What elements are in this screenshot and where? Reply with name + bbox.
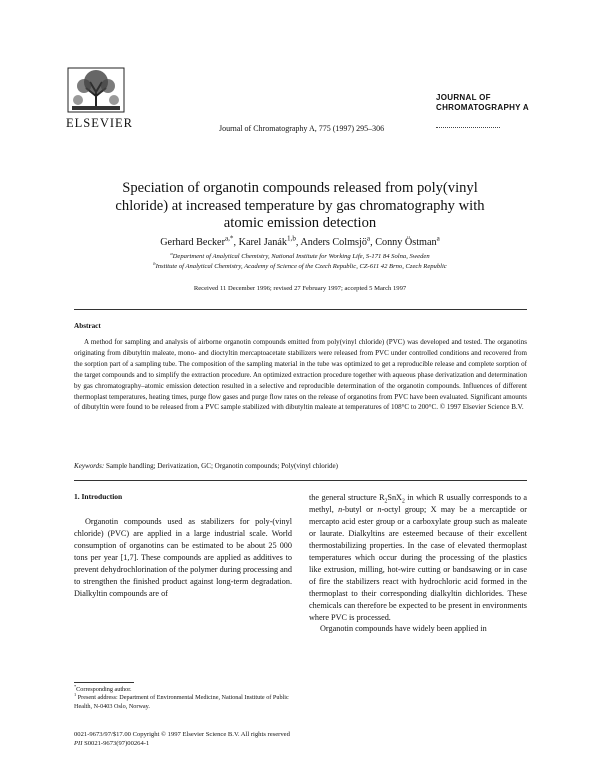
author-affiliation-mark: a,* — [224, 234, 234, 243]
body-paragraph: Organotin compounds used as stabilizers for poly-(vinyl chloride) (PVC) are applied in a large industrial scale. World consumption of organotins can be estimated to be about 25 000 tons per year [1,7]. These compounds are applied as additives to prevent dehydrochlorination of the polymer during processing and to strengthen the finished product against long-term degradation. Dialkyltin compounds are of — [74, 517, 292, 598]
footnote-mark: 1 — [74, 692, 77, 698]
author-name: Karel Janák — [238, 237, 287, 248]
affiliation-b — [60, 260, 540, 270]
footnote-text: Corresponding author. — [76, 686, 132, 693]
keywords-label: Keywords: — [74, 462, 105, 470]
body-column-right — [309, 492, 527, 635]
text-run: -butyl or — [342, 504, 378, 514]
copyright-block — [74, 730, 290, 748]
journal-name-line2: CHROMATOGRAPHY A — [436, 103, 529, 112]
italic-run: n — [377, 504, 382, 514]
publisher-name: ELSEVIER — [66, 116, 134, 130]
pii-label: PII — [74, 740, 83, 747]
footnote-rule — [74, 682, 134, 683]
body-paragraph: Organotin compounds have widely been applied in — [320, 624, 487, 634]
abstract-top-rule — [74, 309, 527, 310]
body-column-left — [74, 516, 292, 600]
text-run: -octyl group; X may be a mercaptide or mercapto acid ester group or a carboxylate group such as maleate or laurate. Dialkyltins are esteemed because of their excellent thermostabilizing properties. In the case of elevated thermoplast temperatures which occur during the processing of the plastics like extrusion, milling, hot-wire cutting or bandsawing or in case of fire the stabilizers react with hydrochloric acid formed in the thermoplast to their corresponding dialkyltin dichlorides. These chemicals can therefore be expected to be present in environments where PVC is processed. — [309, 504, 527, 622]
keywords — [74, 462, 527, 470]
copyright-line: 0021-9673/97/$17.00 Copyright © 1997 Elsevier Science B.V. All rights reserved — [74, 731, 290, 738]
footnote-text: Present address: Department of Environmental Medicine, National Institute of Public Health, N-0403 Oslo, Norway. — [74, 694, 289, 710]
body-paragraph — [309, 492, 527, 623]
section-heading: 1. Introduction — [74, 492, 123, 501]
received-dates: Received 11 December 1996; revised 27 February 1997; accepted 5 March 1997 — [193, 285, 407, 292]
pii-value: S0021-9673(97)00264-1 — [82, 740, 150, 747]
affiliation-mark: b — [153, 260, 156, 266]
author-name: Anders Colmsjö — [300, 237, 367, 248]
abstract-bottom-rule — [74, 480, 527, 481]
text-run: in which R usually corresponds to a methyl, — [309, 493, 527, 514]
affiliation-text: Department of Analytical Chemistry, National Institute for Working Life, S-171 84 Solna, Sweden — [172, 253, 430, 260]
text-run: SnX — [387, 493, 402, 502]
elsevier-tree-emblem-icon — [66, 66, 126, 114]
affiliation-text: Institute of Analytical Chemistry, Academy of Science of the Czech Republic, CZ-611 42 Brno, Czech Republic — [155, 263, 447, 270]
author-list: Gerhard Becker$^{a,*}$, Karel Janák$^{1,b}$, Anders Colmsjö$^a$, Conny Östman$^a$ — [160, 234, 440, 248]
abstract-body — [74, 337, 527, 413]
italic-run: n — [338, 504, 343, 514]
affiliation-mark: a — [170, 250, 173, 256]
elsevier-logo — [66, 66, 134, 130]
keywords-text: Sample handling; Derivatization, GC; Organotin compounds; Poly(vinyl chloride) — [104, 462, 339, 470]
subscript: 2 — [384, 498, 388, 505]
pii-line — [74, 739, 290, 748]
text-run: the general structure R — [309, 493, 385, 502]
affiliation-a — [60, 250, 540, 260]
author-name: Conny Östman — [375, 237, 437, 248]
footnotes — [74, 683, 292, 711]
abstract-text: A method for sampling and analysis of airborne organotin compounds emitted from poly(vinyl chloride) (PVC) was developed and tested. The organotins originating from dibutyltin maleate, mono- and dioctyltin mercaptoacetate stabilizers were released from PVC under controlled conditions and recovered from the sorption part of a sampling tube. The composition of the sampling material in the tube was optimized to get a reproducible release and complete sorption of the target compounds and to simplify the extraction procedure. An optimized extraction procedure together with aqueous phase derivatization and determination by gas chromatography–atomic emission detection resulted in a selective and reproducible determination of the organotin compounds. Influences of different thermoplast temperatures, heating times, purge flow gases and purge flow rates on the release of organotins from PVC have been evaluated. Significant amounts of dibutyltin were found to be released from a PVC sample stabilized with dibutyltin maleate at temperatures of 108°C to 200°C. © 1997 Elsevier Science B.V. — [74, 338, 527, 412]
author-affiliation-mark: 1,b — [286, 234, 296, 243]
abstract-heading: Abstract — [74, 322, 101, 330]
journal-reference: Journal of Chromatography A, 775 (1997) 295–306 — [219, 124, 385, 133]
article-title: Speciation of organotin compounds released from poly(vinyl chloride) at increased temperature by gas chromatography with atomic emission detection — [115, 180, 485, 231]
footnote-mark: * — [74, 683, 77, 689]
footnote-present-address — [74, 694, 292, 711]
author-name: Gerhard Becker — [160, 237, 225, 248]
subscript: 2 — [401, 498, 405, 505]
author-affiliation-mark: a — [366, 234, 371, 243]
journal-name-line1: JOURNAL OF — [436, 93, 491, 102]
journal-name — [436, 93, 529, 113]
journal-divider — [436, 127, 500, 128]
author-affiliation-mark: a — [436, 234, 440, 243]
